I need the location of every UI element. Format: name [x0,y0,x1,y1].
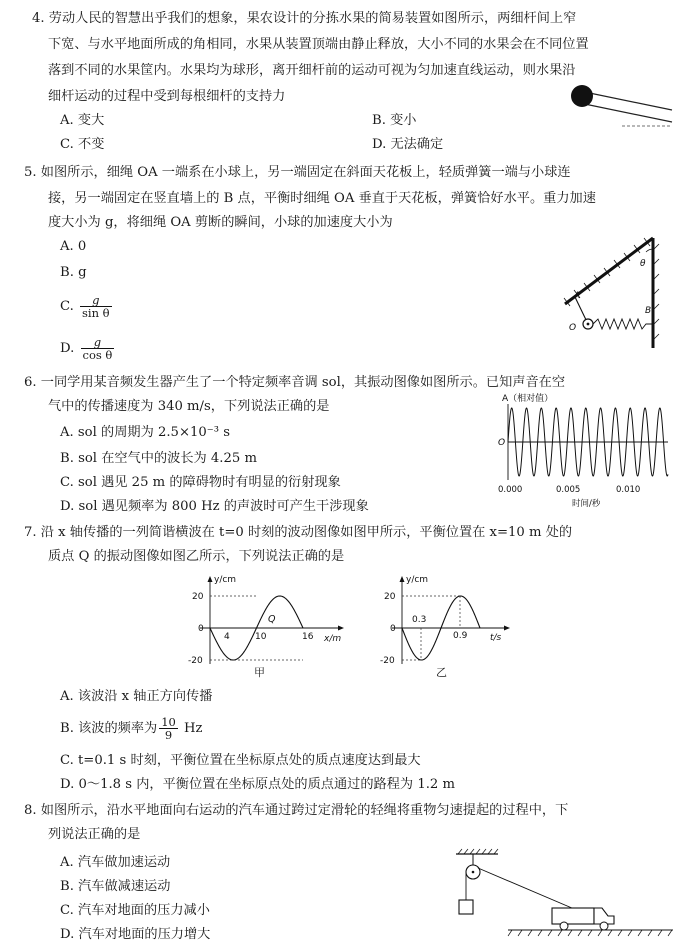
q7-option-d[interactable]: D. 0～1.8 s 内，平衡位置在坐标原点处的质点通过的路程为 1.2 m [60,777,455,792]
q5-option-a[interactable]: A. 0 [60,239,87,254]
q8-stem-line2: 列说法正确的是 [48,827,141,842]
jia-y-tick-top: 20 [192,592,204,602]
q7-option-b[interactable]: B. 该波的频率为 $\frac{10}{9}$ Hz [60,715,203,742]
jia-x-tick-10: 10 [255,632,267,642]
q7-stem-line1: 7. 沿 x 轴传播的一列简谐横波在 t=0 时刻的波动图像如图甲所示，平衡位置在 x=10 m 处的 [24,525,573,540]
q5-point-b-label: B [645,306,652,316]
sol-origin-label: O [498,438,506,448]
yi-y-tick-zero: 0 [390,624,396,634]
q7-option-c[interactable]: C. t=0.1 s 时刻，平衡位置在坐标原点处的质点速度达到最大 [60,753,421,768]
q4-stem-line4: 细杆运动的过程中受到每根细杆的支持力 [48,89,286,104]
q5-stem-line1: 5. 如图所示，细绳 OA 一端系在小球上，另一端固定在斜面天花板上，轻质弹簧一端与小球连 [24,165,571,180]
q6-option-c[interactable]: C. sol 遇见 25 m 的障碍物时有明显的衍射现象 [60,475,341,490]
q4-option-c[interactable]: C. 不变 [60,137,105,152]
q5-incline-figure [560,230,680,350]
sol-vibration-chart [490,392,680,514]
q6-option-b[interactable]: B. sol 在空气中的波长为 4.25 m [60,451,257,466]
sol-tick-label-0: 0.000 [498,485,523,495]
sol-x-label: 时间/秒 [572,499,601,509]
q5-stem-line3: 度大小为 g，将细绳 OA 剪断的瞬间，小球的加速度大小为 [48,215,393,230]
jia-y-label: y/cm [214,575,237,585]
q7-fig-jia-caption: 甲 [254,666,265,679]
q7-fig-yi-caption: 乙 [436,666,447,679]
q8-option-c[interactable]: C. 汽车对地面的压力减小 [60,903,210,918]
q5-point-o-label: O [569,323,577,333]
yi-x-tick-03: 0.3 [412,615,427,625]
jia-y-tick-zero: 0 [198,624,204,634]
q6-option-a[interactable]: A. sol 的周期为 2.5×10⁻³ s [60,425,230,440]
jia-x-label: x/m [324,634,342,644]
jia-y-tick-bottom: -20 [188,656,203,666]
q8-option-d[interactable]: D. 汽车对地面的压力增大 [60,927,211,942]
q6-stem-line1: 6. 一同学用某音频发生器产生了一个特定频率音调 sol，其振动图像如图所示。已知声音在空 [24,375,566,390]
q4-option-a[interactable]: A. 变大 [60,113,105,128]
q7-wave-graph-jia [190,572,350,672]
yi-y-label: y/cm [406,575,429,585]
q8-option-b[interactable]: B. 汽车做减速运动 [60,879,171,894]
yi-x-label: t/s [490,633,502,643]
q6-stem-line2: 气中的传播速度为 340 m/s，下列说法正确的是 [48,399,330,414]
q4-option-d[interactable]: D. 无法确定 [372,137,444,152]
yi-y-tick-top: 20 [384,592,396,602]
q5-option-b[interactable]: B. g [60,265,87,280]
q6-option-d[interactable]: D. sol 遇见频率为 800 Hz 的声波时可产生干涉现象 [60,499,369,514]
q4-option-b[interactable]: B. 变小 [372,113,417,128]
q5-option-c[interactable]: C. $\frac{g}{\text{sin θ}}$ [60,293,110,320]
q4-stem-line1: 4. 劳动人民的智慧出乎我们的想象，果农设计的分拣水果的简易装置如图所示，两细杆间上窄 [32,11,577,26]
sol-tick-label-2: 0.010 [616,485,641,495]
q4-stem-line3: 落到不同的水果筐内。水果均为球形，离开细杆前的运动可视为匀加速直线运动，则水果沿 [48,63,576,78]
q8-stem-line1: 8. 如图所示，沿水平地面向右运动的汽车通过跨过定滑轮的轻绳将重物匀速提起的过程中，下 [24,803,569,818]
q5-point-a-label: A [574,291,581,301]
q4-sorter-figure [560,80,675,140]
jia-x-tick-16: 16 [302,632,314,642]
q8-pulley-truck-figure [448,846,678,946]
q7-stem-line2: 质点 Q 的振动图像如图乙所示，下列说法正确的是 [48,549,345,564]
q7-vibration-graph-yi [372,572,522,672]
q5-option-d[interactable]: D. $\frac{g}{\text{cos θ}}$ [60,335,113,362]
q8-option-a[interactable]: A. 汽车做加速运动 [60,855,171,870]
sol-y-label: A（相对值） [502,394,554,404]
q7-option-a[interactable]: A. 该波沿 x 轴正方向传播 [60,689,213,704]
q4-stem-line2: 下宽、与水平地面所成的角相同，水果从装置顶端由静止释放，大小不同的水果会在不同位置 [48,37,589,52]
jia-x-tick-4: 4 [224,632,230,642]
jia-point-q-label: Q [268,614,276,625]
q5-theta-label: θ [640,259,646,269]
q5-stem-line2: 接，另一端固定在竖直墙上的 B 点，平衡时细绳 OA 垂直于天花板，弹簧恰好水平。重力加速 [48,191,596,206]
sol-tick-label-1: 0.005 [556,485,581,495]
yi-y-tick-bottom: -20 [380,656,395,666]
yi-x-tick-09: 0.9 [453,631,468,641]
